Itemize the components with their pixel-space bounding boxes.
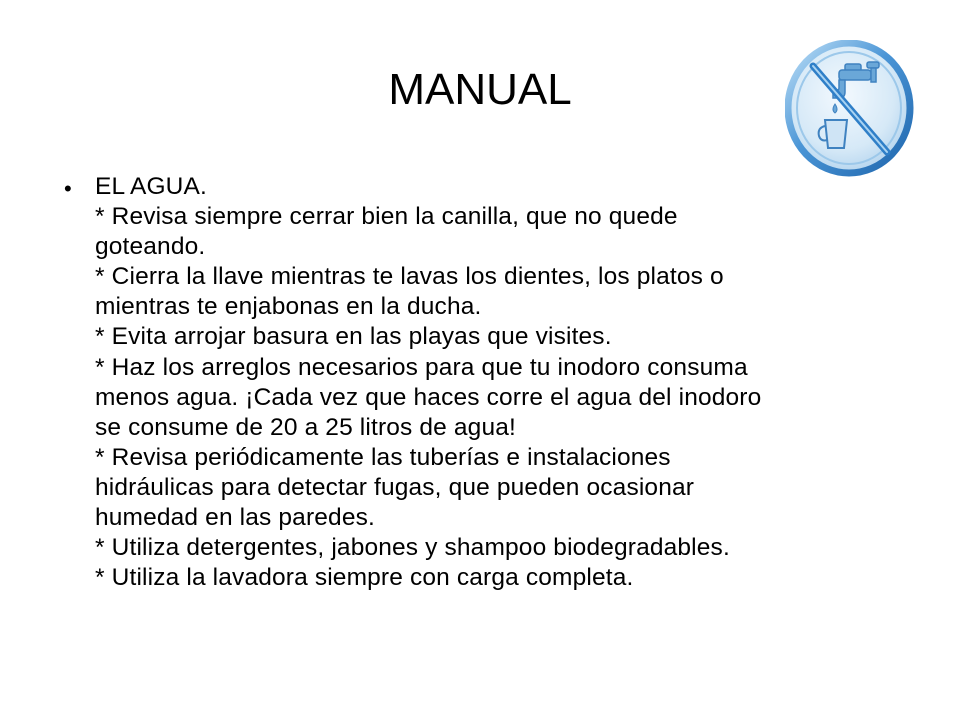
no-water-tap-icon xyxy=(785,40,915,180)
watermark-mark xyxy=(898,190,944,196)
bullet-list xyxy=(60,172,900,593)
text-line: mientras te enjabonas en la ducha. xyxy=(95,293,482,321)
list-item xyxy=(60,172,900,593)
text-line: se consume de 20 a 25 litros de agua! xyxy=(95,413,516,441)
bullet-dot-icon: • xyxy=(64,176,72,201)
text-line: * Revisa periódicamente las tuberías e instalaciones xyxy=(95,443,671,471)
text-line: * Cierra la llave mientras te lavas los dientes, los platos o xyxy=(95,263,724,291)
text-line: goteando. xyxy=(95,233,206,261)
text-line: EL AGUA. xyxy=(95,173,207,200)
text-line: hidráulicas para detectar fugas, que pueden ocasionar xyxy=(95,473,695,501)
text-line: humedad en las paredes. xyxy=(95,504,375,532)
bullet-text xyxy=(95,172,900,593)
text-line: * Utiliza la lavadora siempre con carga completa. xyxy=(95,564,634,592)
text-line: * Evita arrojar basura en las playas que visites. xyxy=(95,323,612,351)
text-line: * Utiliza detergentes, jabones y shampoo biodegradables. xyxy=(95,534,730,562)
text-line: menos agua. ¡Cada vez que haces corre el agua del inodoro xyxy=(95,383,762,411)
text-line: * Haz los arreglos necesarios para que tu inodoro consuma xyxy=(95,353,748,381)
slide-title: MANUAL xyxy=(388,65,572,114)
text-line: * Revisa siempre cerrar bien la canilla, que no quede xyxy=(95,203,678,231)
